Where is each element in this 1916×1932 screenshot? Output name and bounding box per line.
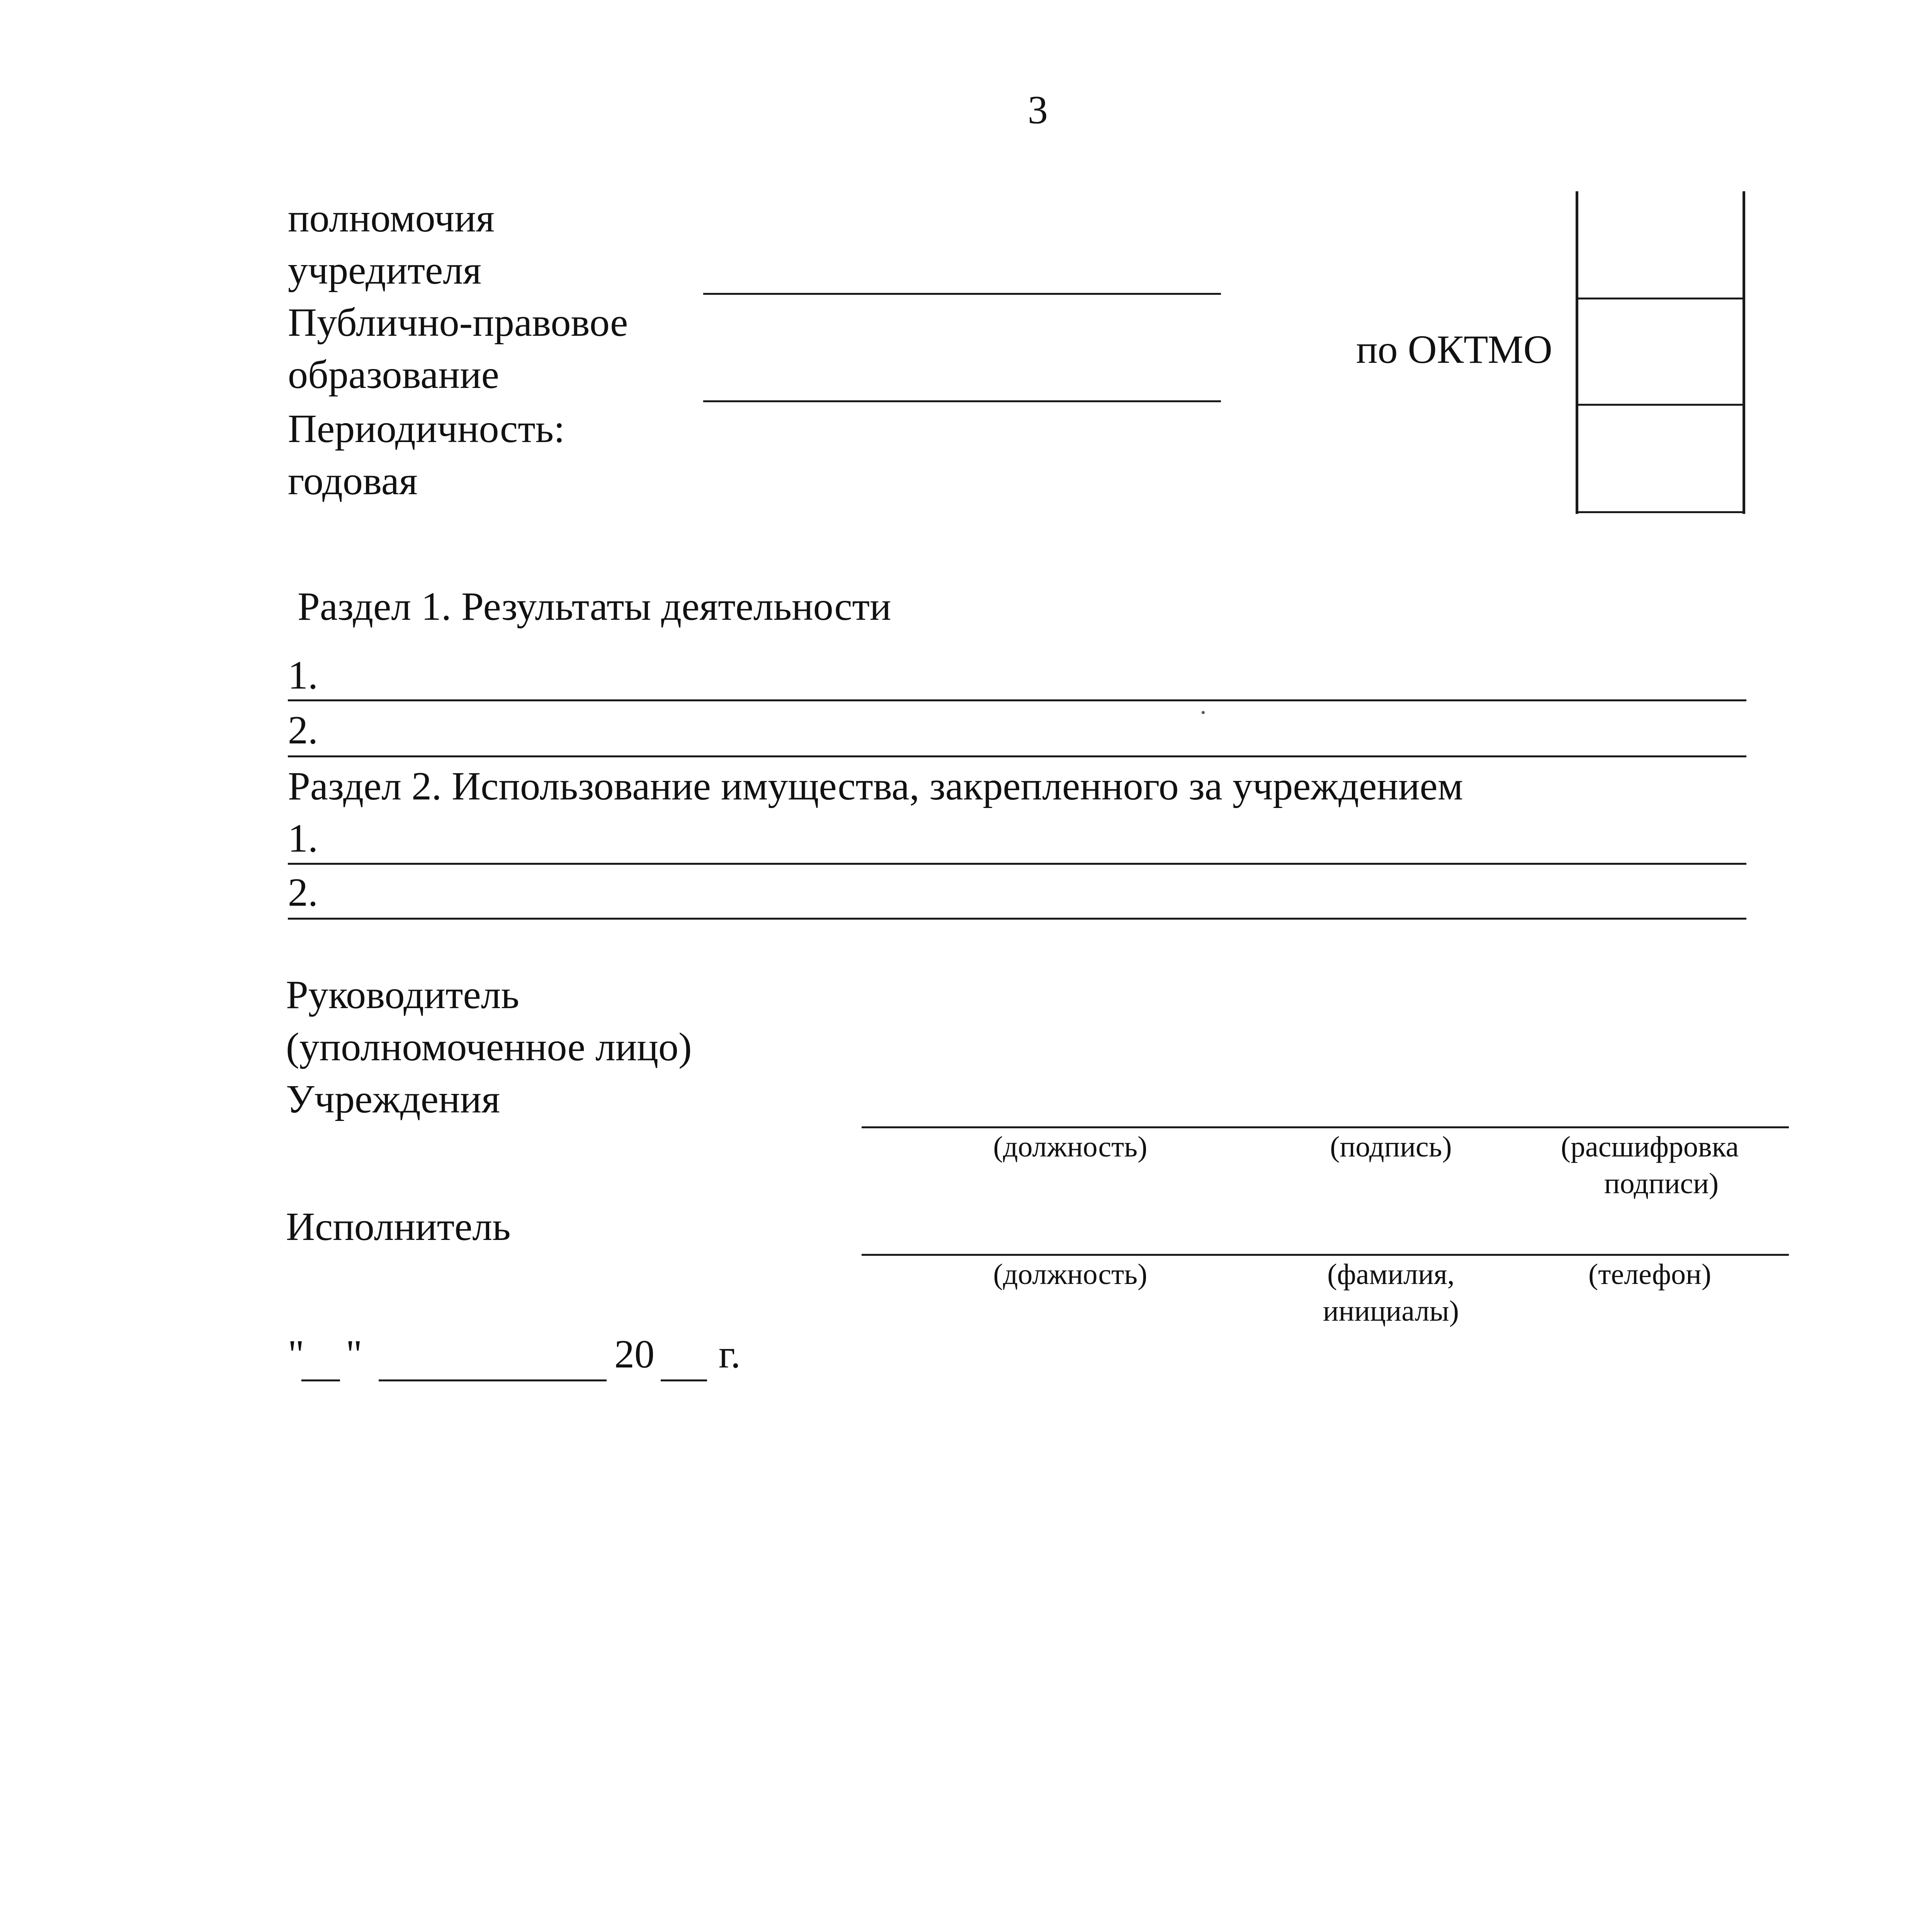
oktmo-label: по ОКТМО — [1356, 327, 1552, 372]
head-caption-position: (должность) — [993, 1131, 1148, 1163]
section2-item-1-line[interactable] — [288, 863, 1746, 865]
executor-caption-phone: (телефон) — [1588, 1258, 1712, 1291]
date-quote-open: " — [288, 1332, 304, 1376]
head-caption-decoding-line2: подписи) — [1604, 1167, 1719, 1200]
section1-item-2-number: 2. — [288, 708, 318, 752]
head-label-line2: (уполномоченное лицо) — [286, 1025, 692, 1069]
executor-caption-name-line1: (фамилия, — [1327, 1258, 1455, 1291]
section1-item-1-number: 1. — [288, 653, 318, 697]
scan-speck — [1202, 711, 1205, 714]
public-entity-label-line2: образование — [288, 352, 499, 397]
section1-item-1-line[interactable] — [288, 699, 1746, 701]
section2-title: Раздел 2. Использование имущества, закрепленного за учреждением — [288, 764, 1463, 808]
section2-item-2-line[interactable] — [288, 918, 1746, 920]
executor-caption-name-line2: инициалы) — [1323, 1295, 1459, 1327]
date-year-prefix: 20 — [614, 1332, 655, 1376]
authority-label-line1: полномочия — [288, 196, 495, 240]
executor-caption-position: (должность) — [993, 1258, 1148, 1291]
executor-label: Исполнитель — [286, 1204, 511, 1249]
head-caption-signature: (подпись) — [1330, 1131, 1452, 1163]
section1-title: Раздел 1. Результаты деятельности — [298, 584, 891, 629]
section1-item-2-line[interactable] — [288, 755, 1746, 757]
section2-item-1-number: 1. — [288, 816, 318, 861]
authority-label-line2: учредителя — [288, 248, 482, 293]
public-entity-label-line1: Публично-правовое — [288, 300, 628, 345]
oktmo-code-cell-bottom[interactable] — [1576, 511, 1745, 513]
periodicity-label: Периодичность: — [288, 406, 565, 451]
date-year-field[interactable] — [661, 1379, 707, 1381]
head-caption-decoding-line1: (расшифровка — [1561, 1131, 1739, 1163]
date-day-field[interactable] — [301, 1379, 340, 1381]
head-label-line3: Учреждения — [286, 1077, 500, 1121]
section2-item-2-number: 2. — [288, 870, 318, 915]
authority-field-line[interactable] — [703, 293, 1221, 295]
public-entity-field-line[interactable] — [703, 400, 1221, 402]
date-quote-close: " — [346, 1332, 362, 1376]
periodicity-value: годовая — [288, 459, 418, 503]
date-month-field[interactable] — [379, 1379, 607, 1381]
date-year-suffix: г. — [719, 1332, 741, 1376]
head-label-line1: Руководитель — [286, 973, 519, 1017]
oktmo-code-cell-top[interactable] — [1576, 404, 1745, 406]
page-number: 3 — [1028, 88, 1048, 132]
